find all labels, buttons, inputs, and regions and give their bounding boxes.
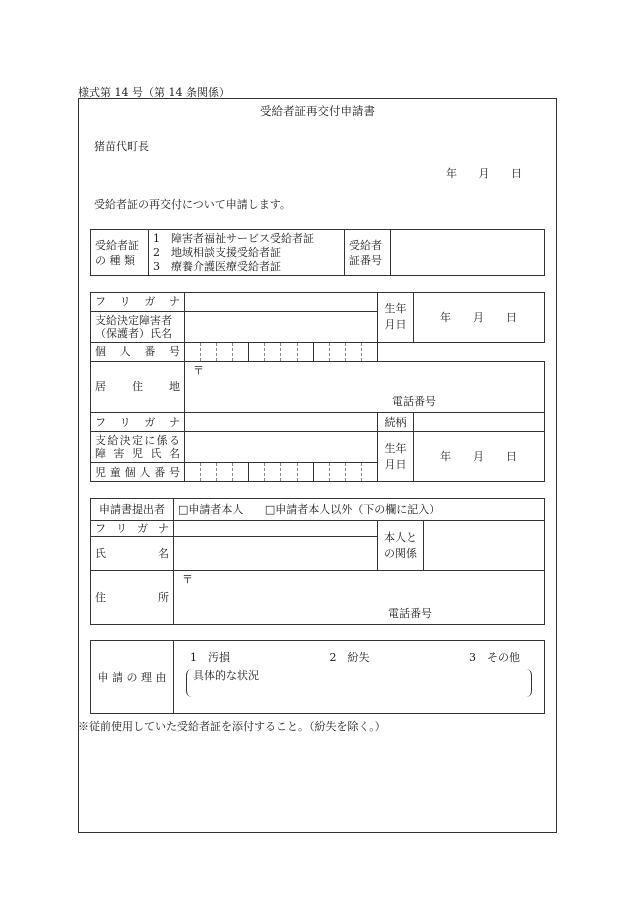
- submitter-postal-mark: 〒: [182, 573, 193, 586]
- person-table: [90, 292, 545, 482]
- birth-label: 生年 月日: [378, 293, 414, 343]
- certificate-type-options: [149, 230, 345, 276]
- submitter-label: 申請書提出者: [91, 499, 174, 521]
- reason-field: [174, 641, 545, 714]
- submitter-relation-field[interactable]: [424, 521, 545, 571]
- child-number-field[interactable]: [185, 463, 378, 482]
- furigana-label: フ リ ガ ナ: [91, 293, 185, 312]
- child-number-label: 児童個人番号: [91, 463, 185, 482]
- certificate-type-2[interactable]: 2 地域相談支援受給者証: [153, 245, 281, 259]
- submitter-name-field[interactable]: [174, 537, 378, 571]
- reason-table: [90, 640, 545, 714]
- submitter-table: [90, 498, 545, 625]
- reason-detail-field[interactable]: [186, 669, 532, 697]
- submitter-options: [174, 499, 545, 521]
- postal-mark: 〒: [193, 363, 204, 377]
- option-self-checkbox[interactable]: □申請者本人: [178, 503, 244, 516]
- submitter-phone-label: 電話番号: [388, 607, 432, 620]
- individual-number-field[interactable]: [185, 342, 378, 361]
- submitter-furigana-field[interactable]: [174, 521, 378, 537]
- birth-date-field[interactable]: 年 月 日: [414, 293, 545, 343]
- submitter-address-label: 住 所: [91, 571, 174, 625]
- residence-label: 居 住 地: [91, 361, 185, 413]
- date-line: [446, 165, 540, 181]
- request-statement: 受給者証の再交付について申請します。: [94, 198, 291, 211]
- guardian-name-field[interactable]: [185, 311, 378, 342]
- option-other-checkbox[interactable]: □申請者本人以外（下の欄に記入）: [264, 503, 441, 516]
- relation-field[interactable]: [414, 413, 545, 432]
- furigana-label-2: フ リ ガ ナ: [91, 413, 185, 432]
- reason-option-3[interactable]: 3 その他: [469, 651, 520, 664]
- residence-field[interactable]: [185, 361, 545, 413]
- child-birth-label: 生年 月日: [378, 432, 414, 482]
- child-name-label: 支給決定に係る 障 害 児 氏 名: [91, 432, 185, 463]
- certificate-type-label: 受給者証 の 種 類: [91, 230, 149, 276]
- child-birth-date-field[interactable]: 年 月 日: [414, 432, 545, 482]
- reason-option-2[interactable]: 2 紛失: [329, 651, 370, 664]
- attachment-note: ※従前使用していた受給者証を添付すること。（紛失を除く。）: [78, 720, 386, 733]
- submitter-address-field[interactable]: [174, 571, 545, 625]
- furigana-field-2[interactable]: [185, 413, 378, 432]
- child-name-field[interactable]: [185, 432, 378, 463]
- submitter-name-label: 氏 名: [91, 537, 174, 571]
- submitter-furigana-label: フ リ ガ ナ: [91, 521, 174, 537]
- relation-label: 続柄: [378, 413, 414, 432]
- reason-options: [190, 651, 520, 664]
- page-title: 受給者証再交付申請書: [260, 104, 375, 118]
- certificate-type-3[interactable]: 3 療養介護医療受給者証: [153, 259, 281, 273]
- certificate-type-1[interactable]: 1 障害者福祉サービス受給者証: [153, 231, 314, 245]
- form-number-label: 様式第 14 号（第 14 条関係）: [78, 86, 230, 99]
- reason-detail-label: 具体的な状況: [193, 669, 259, 682]
- individual-number-label: 個 人 番 号: [91, 342, 185, 361]
- date-year: 年: [446, 167, 457, 180]
- certificate-table: [90, 229, 545, 276]
- certificate-number-field[interactable]: [391, 230, 545, 276]
- certificate-number-label: 受給者 証番号: [345, 230, 391, 276]
- furigana-field[interactable]: [185, 293, 378, 312]
- date-month: 月: [478, 167, 490, 180]
- reason-label: 申 請 の 理 由: [91, 641, 174, 714]
- guardian-name-label: 支給決定障害者 （保護者）氏名: [91, 311, 185, 342]
- date-day: 日: [511, 167, 522, 180]
- phone-label: 電話番号: [392, 395, 436, 409]
- submitter-relation-label: 本人と の関係: [378, 521, 424, 571]
- reason-option-1[interactable]: 1 汚損: [190, 651, 230, 664]
- addressee: 猪苗代町長: [94, 140, 149, 153]
